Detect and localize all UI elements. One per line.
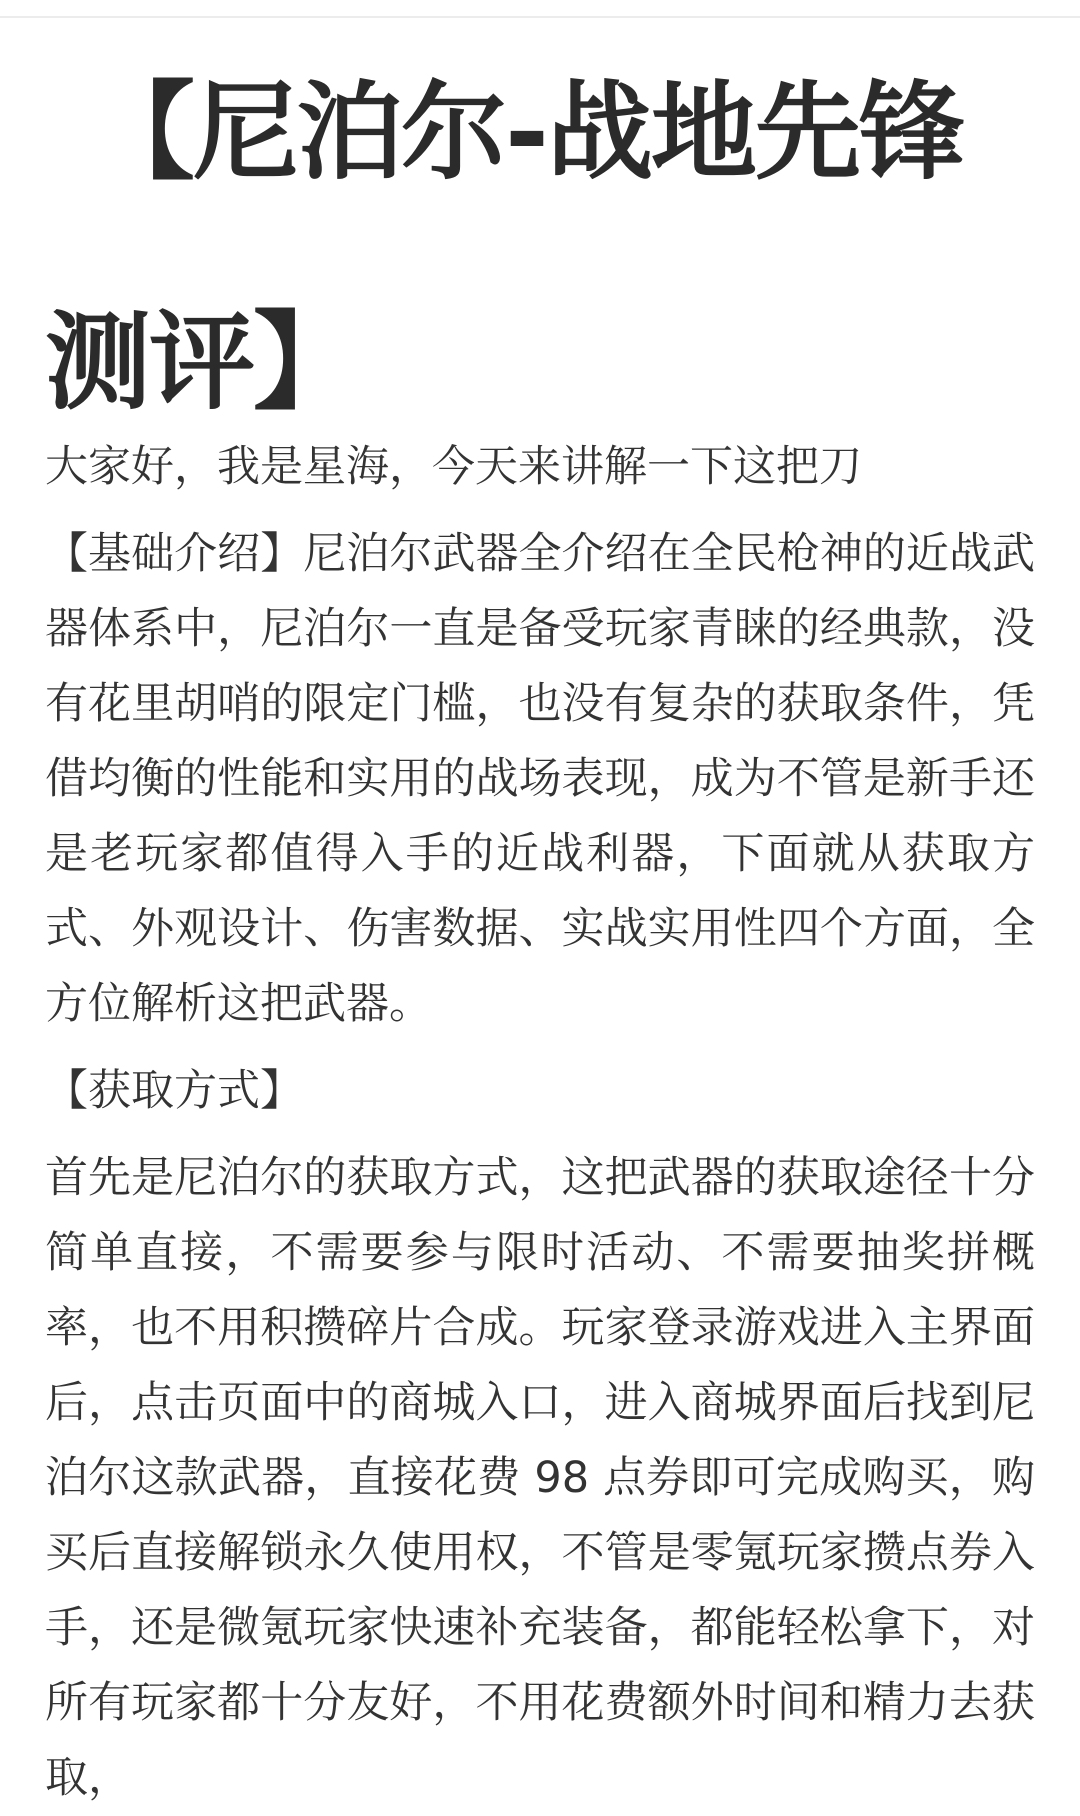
paragraph-acquire: 首先是尼泊尔的获取方式，这把武器的获取途径十分简单直接，不需要参与限时活动、不需要抽奖拼概率，也不用积攒碎片合成。玩家登录游戏进入主界面后，点击页面中的商城入口，进入商城界面后找到尼泊尔这款武器，直接花费 98 点券即可完成购买，购买后直接解锁永久使用权，不管是零氪玩家攒点券入手，还是微氪玩家快速补充装备，都能轻松拿下，对所有玩家都十分友好，不用花费额外时间和精力去获取， — [45, 1153, 1035, 1803]
paragraph-basic-intro: 【基础介绍】尼泊尔武器全介绍在全民枪神的近战武器体系中，尼泊尔一直是备受玩家青睐的经典款，没有花里胡哨的限定门槛，也没有复杂的获取条件，凭借均衡的性能和实用的战场表现，成为不管是新手还是老玩家都值得入手的近战利器，下面就从获取方式、外观设计、伤害数据、实战实用性四个方面，全方位解析这把武器。 — [45, 529, 1035, 1029]
article-body — [45, 430, 1035, 1816]
section-heading-acquire: 【获取方式】 — [45, 1066, 303, 1116]
paragraph-greeting: 大家好，我是星海，今天来讲解一下这把刀 — [45, 442, 862, 492]
article-title: 【尼泊尔-战地先锋测评】 — [45, 71, 963, 424]
